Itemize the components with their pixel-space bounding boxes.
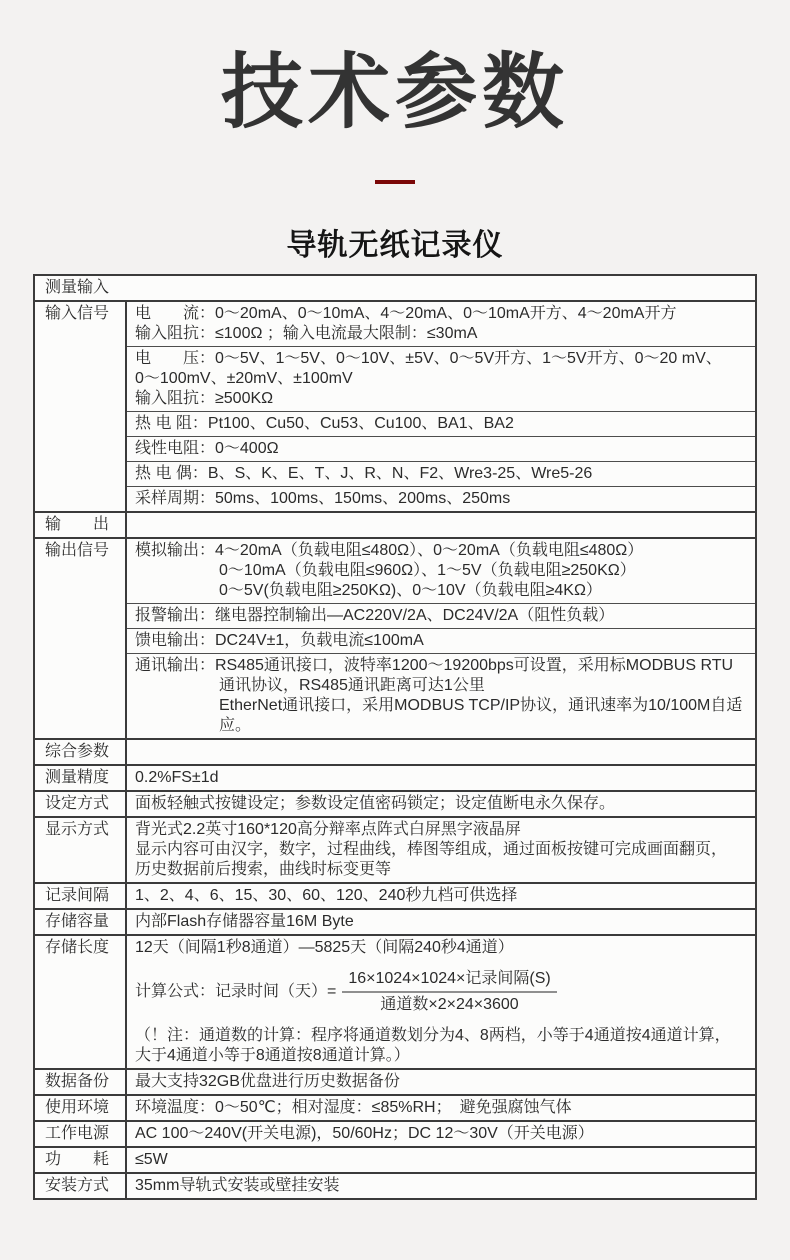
spec-row-label: 输出信号 <box>45 542 110 559</box>
formula-prefix: 计算公式：记录时间（天）= <box>135 983 337 1001</box>
spec-row <box>35 882 755 908</box>
spec-row <box>35 908 755 934</box>
spec-row <box>35 300 755 511</box>
spec-subrow <box>127 436 755 461</box>
page-title: 技术参数 <box>220 47 569 138</box>
spec-row-content <box>125 1174 755 1198</box>
spec-subrow <box>127 461 755 486</box>
spec-subrow <box>127 486 755 511</box>
spec-row-label: 使用环境 <box>45 1099 110 1116</box>
spec-line: 大于4通道小等于8通道按8通道计算。） <box>135 1047 410 1064</box>
spec-table <box>33 274 757 1200</box>
spec-row-content <box>125 936 755 1068</box>
spec-row-content <box>125 884 755 908</box>
spec-line: 热 电 阻：Pt100、Cu50、Cu53、Cu100、BA1、BA2 <box>135 415 514 432</box>
spec-line: 面板轻触式按键设定；参数设定值密码锁定；设定值断电永久保存。 <box>135 795 616 812</box>
spec-subrow <box>127 302 755 346</box>
title-divider <box>375 180 415 184</box>
spec-row-label: 输入信号 <box>45 305 110 322</box>
spec-line: 模拟输出：4～20mA（负载电阻≤480Ω）、0～20mA（负载电阻≤480Ω） <box>135 542 644 559</box>
spec-line: 报警输出：继电器控制输出—AC220V/2A、DC24V/2A（阻性负载） <box>135 607 615 624</box>
spec-row-content <box>125 740 755 764</box>
spec-subrow <box>127 1174 755 1198</box>
spec-line: 环境温度：0～50℃；相对湿度：≤85%RH； 避免强腐蚀气体 <box>135 1099 572 1116</box>
spec-line: 背光式2.2英寸160*120高分辩率点阵式白屏黑字液晶屏 <box>135 821 521 838</box>
spec-row-label: 记录间隔 <box>45 887 110 904</box>
spec-row-content <box>125 1122 755 1146</box>
spec-row <box>35 764 755 790</box>
spec-row-label: 存储长度 <box>45 939 110 956</box>
spec-line: 1、2、4、6、15、30、60、120、240秒九档可供选择 <box>135 887 518 904</box>
spec-line: 历史数据前后搜索，曲线时标变更等 <box>135 861 392 878</box>
spec-row <box>35 816 755 882</box>
spec-row-content <box>125 818 755 882</box>
spec-line: 通讯协议，RS485通讯距离可达1公里 <box>219 677 485 694</box>
spec-row-label: 存储容量 <box>45 913 110 930</box>
spec-row <box>35 1068 755 1094</box>
spec-row <box>35 790 755 816</box>
spec-row-label: 功 耗 <box>45 1151 110 1168</box>
section-header: 综合参数 <box>45 743 110 760</box>
fraction-denominator: 通道数×2×24×3600 <box>380 996 519 1013</box>
spec-subrow <box>127 628 755 653</box>
spec-subrow <box>127 411 755 436</box>
spec-line: 电 流：0～20mA、0～10mA、4～20mA、0～10mA开方、4～20mA开方 <box>135 305 677 322</box>
spec-subrow <box>127 910 755 934</box>
product-subtitle: 导轨无纸记录仪 <box>286 229 504 262</box>
spec-subrow <box>127 818 755 882</box>
spec-line: 12天（间隔1秒8通道）—5825天（间隔240秒4通道） <box>135 939 514 956</box>
spec-row-content <box>125 302 755 511</box>
section-row <box>35 738 755 764</box>
spec-row <box>35 934 755 1068</box>
spec-line: ≤5W <box>135 1151 168 1168</box>
spec-line: 0～100mV、±20mV、±100mV <box>135 370 353 387</box>
spec-row <box>35 1094 755 1120</box>
spec-row-content <box>125 792 755 816</box>
spec-line: 显示内容可由汉字，数字，过程曲线，棒图等组成，通过面板按键可完成画面翻页， <box>135 841 728 858</box>
storage-formula <box>135 969 747 1015</box>
spec-subrow <box>127 539 755 603</box>
spec-subrow <box>127 346 755 411</box>
spec-subrow <box>127 1148 755 1172</box>
spec-line: AC 100～240V(开关电源)，50/60Hz；DC 12～30V（开关电源） <box>135 1125 594 1142</box>
section-row <box>35 511 755 537</box>
spec-subrow <box>127 936 755 1068</box>
spec-page <box>0 47 790 1260</box>
spec-line: 输入阻抗：≥500KΩ <box>135 390 274 407</box>
spec-subrow <box>127 653 755 738</box>
spec-line: EtherNet通讯接口，采用MODBUS TCP/IP协议，通讯速率为10/100M自适应。 <box>219 697 743 734</box>
spec-line: 内部Flash存储器容量16M Byte <box>135 913 354 930</box>
spec-subrow <box>127 1070 755 1094</box>
spec-row-label: 设定方式 <box>45 795 110 812</box>
section-row <box>35 276 755 300</box>
section-header: 输 出 <box>45 516 110 533</box>
spec-row <box>35 1120 755 1146</box>
spec-row-label: 工作电源 <box>45 1125 110 1142</box>
spec-line: 0～5V(负载电阻≥250KΩ)、0～10V（负载电阻≥4KΩ） <box>219 582 602 599</box>
spec-subrow <box>127 603 755 628</box>
spec-line: 通讯输出：RS485通讯接口，波特率1200～19200bps可设置，采用标MODBUS RTU <box>135 657 734 674</box>
formula-fraction <box>342 969 556 1015</box>
spec-row-content <box>125 1148 755 1172</box>
spec-line: 最大支持32GB优盘进行历史数据备份 <box>135 1073 400 1090</box>
spec-row-label: 安装方式 <box>45 1177 110 1194</box>
spec-line: 采样周期：50ms、100ms、150ms、200ms、250ms <box>135 490 511 507</box>
spec-row-content <box>125 1070 755 1094</box>
spec-subrow <box>127 766 755 790</box>
spec-row-content <box>125 910 755 934</box>
spec-line: 馈电输出：DC24V±1，负载电流≤100mA <box>135 632 424 649</box>
spec-row <box>35 1146 755 1172</box>
spec-row-content <box>125 513 755 537</box>
spec-row-label: 数据备份 <box>45 1073 110 1090</box>
spec-row <box>35 537 755 738</box>
spec-row-content <box>125 539 755 738</box>
spec-subrow <box>127 1122 755 1146</box>
spec-line: 输入阻抗：≤100Ω ；输入电流最大限制：≤30mA <box>135 325 478 342</box>
fraction-numerator: 16×1024×1024×记录间隔(S) <box>342 969 556 993</box>
spec-subrow <box>127 1096 755 1120</box>
spec-row-content <box>125 1096 755 1120</box>
spec-line: 电 压：0～5V、1～5V、0～10V、±5V、0～5V开方、1～5V开方、0～20 mV、 <box>135 350 722 367</box>
spec-row <box>35 1172 755 1198</box>
spec-row-content <box>125 766 755 790</box>
section-header: 测量输入 <box>45 279 110 296</box>
spec-line: 0.2%FS±1d <box>135 769 219 786</box>
spec-line: 线性电阻：0～400Ω <box>135 440 279 457</box>
spec-line: 0～10mA（负载电阻≤960Ω）、1～5V（负载电阻≥250KΩ） <box>219 562 636 579</box>
spec-line: （！注：通道数的计算：程序将通道数划分为4、8两档，小等于4通道按4通道计算， <box>135 1027 731 1044</box>
spec-subrow <box>127 792 755 816</box>
spec-line: 热 电 偶：B、S、K、E、T、J、R、N、F2、Wre3-25、Wre5-26 <box>135 465 593 482</box>
spec-row-label: 显示方式 <box>45 821 110 838</box>
spec-subrow <box>127 884 755 908</box>
spec-line: 35mm导轨式安装或壁挂安装 <box>135 1177 340 1194</box>
spec-row-label: 测量精度 <box>45 769 110 786</box>
